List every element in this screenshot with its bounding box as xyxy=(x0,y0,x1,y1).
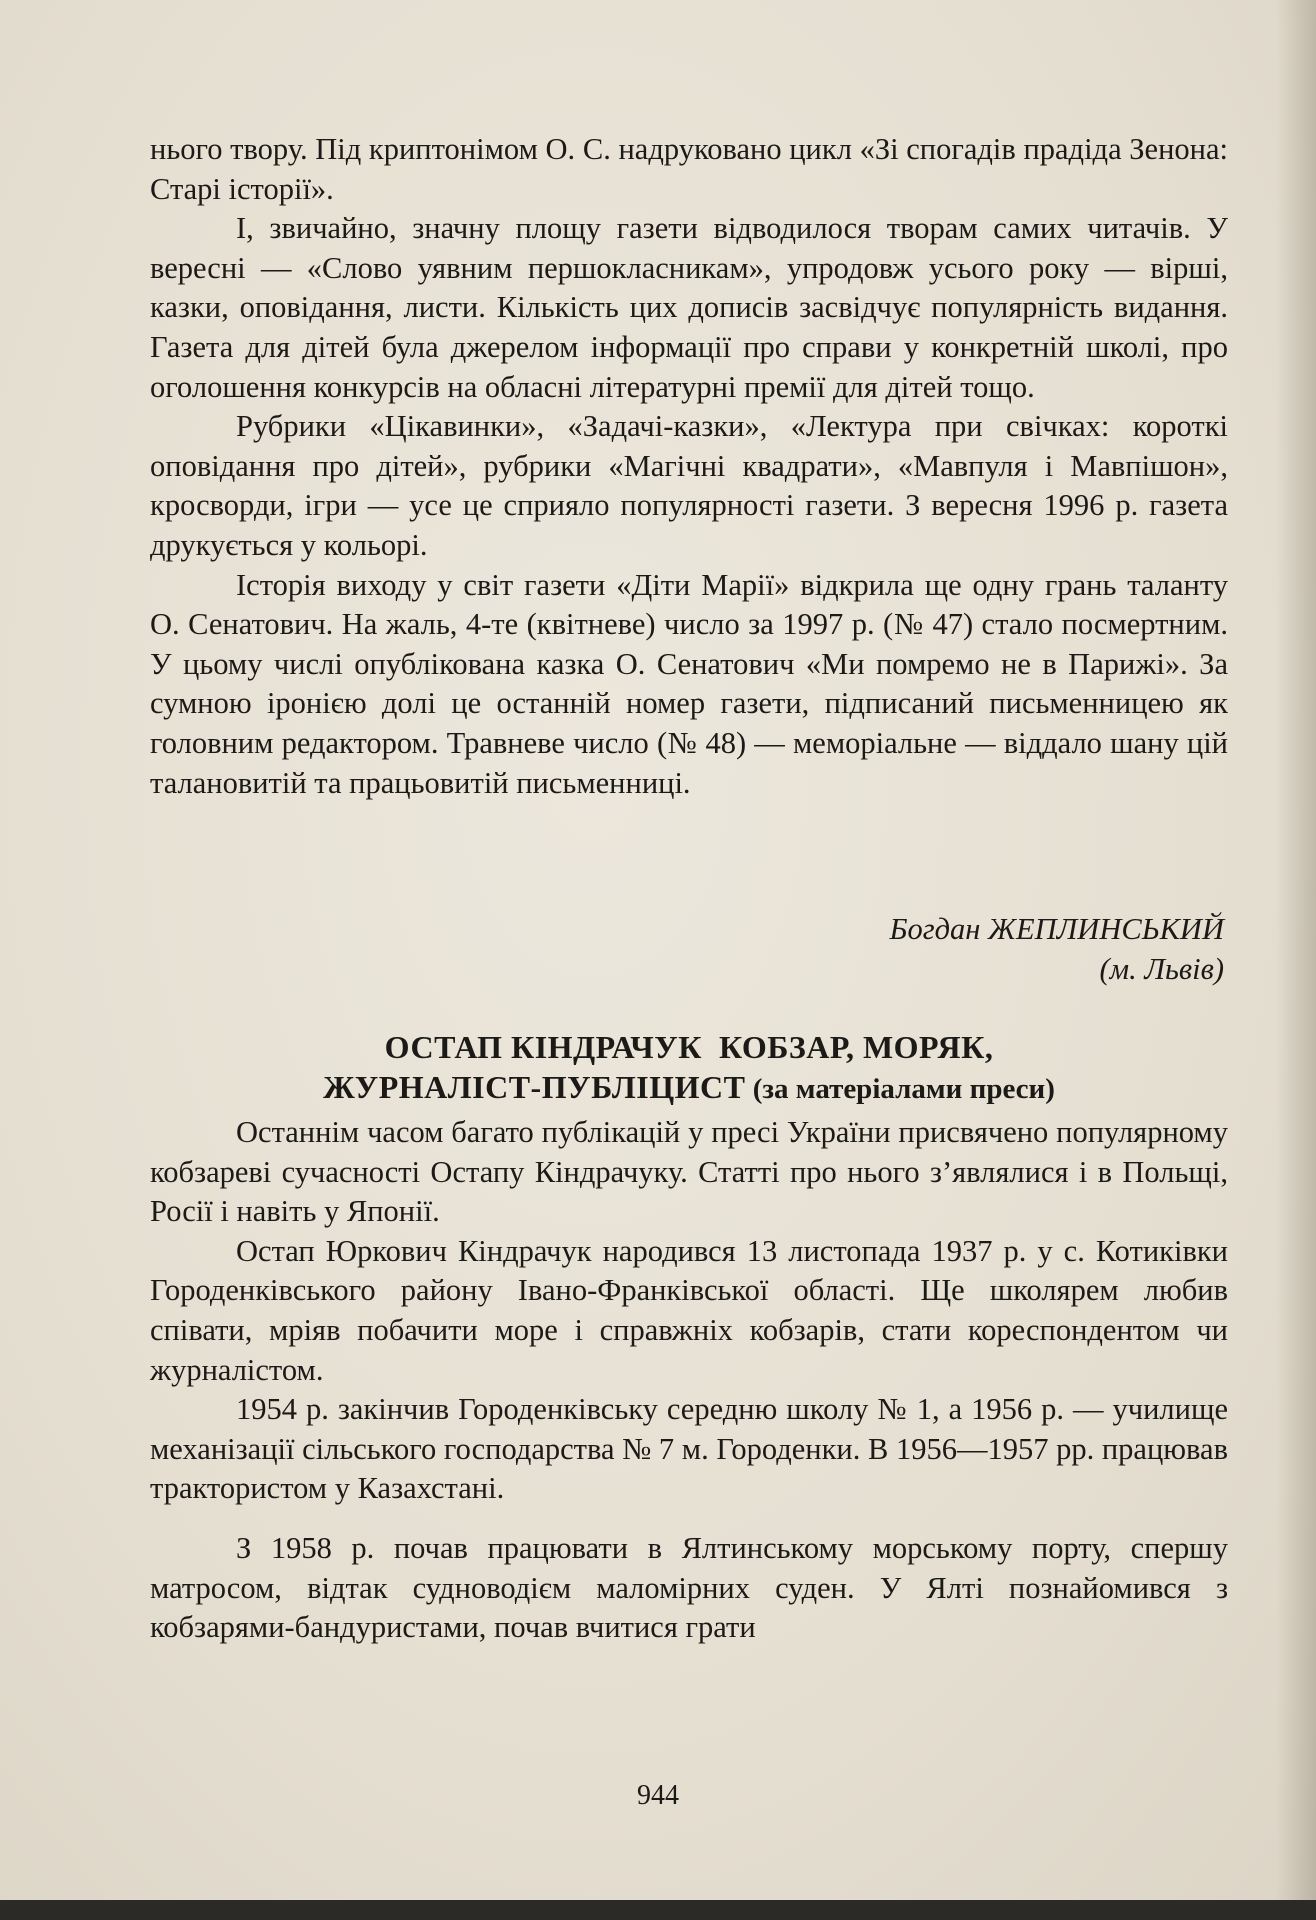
paragraph: Рубрики «Цікавинки», «Задачі-казки», «Лектура при свічках: короткі оповідання про дітей», рубрики «Магічні квадрати», «Мавпуля і Мавпішон», кросворди, ігри — усе це сприяло популярності газети. З вересня 1996 р. газета друкується у кольорі. xyxy=(150,409,1228,562)
paragraph: нього твору. Під криптонімом О. С. надруковано цикл «Зі спогадів прадіда Зенона: Старі історії». xyxy=(150,132,1228,206)
page-number: 944 xyxy=(637,1780,679,1811)
heading-line-2-subtitle: (за матеріалами преси) xyxy=(745,1073,1055,1106)
article-heading xyxy=(150,1027,1228,1109)
paragraph: 1954 р. закінчив Городенківську середню школу № 1, а 1956 р. — училище механізації сільського господарства № 7 м. Городенки. В 1956—1957 рр. працював трактористом у Казахстані. xyxy=(150,1392,1228,1506)
paragraph: Остап Юркович Кіндрачук народився 13 листопада 1937 р. у с. Котиківки Городенківського району Івано-Франківської області. Ще школярем любив співати, мріяв побачити море і справжніх кобзарів, стати кореспондентом чи журналістом. xyxy=(150,1233,1228,1387)
page-content xyxy=(150,130,1228,1648)
paragraph-spacer xyxy=(150,1509,1228,1529)
heading-line-2 xyxy=(150,1067,1228,1109)
paragraph: Останнім часом багато публікацій у пресі України присвячено популярному кобзареві сучасності Остапу Кіндрачуку. Статті про нього з’являлися і в Польщі, Росії і навіть у Японії. xyxy=(150,1115,1228,1229)
heading-line-2-title: ЖУРНАЛІСТ-ПУБЛІЦИСТ xyxy=(323,1069,746,1106)
signature-author: Богдан ЖЕПЛИНСЬКИЙ xyxy=(889,912,1224,947)
paragraph: І, звичайно, значну площу газети відводилося творам самих читачів. У вересні — «Слово уявним першокласникам», упродовж усього року — вірші, казки, оповідання, листи. Кількість цих дописів засвідчує популярність видання. Газета для дітей була джерелом інформації про справи у конкретній школі, про оголошення конкурсів на обласні літературні премії для дітей тощо. xyxy=(150,211,1228,404)
signature-place: (м. Львів) xyxy=(1099,952,1224,987)
paragraph: З 1958 р. почав працювати в Ялтинському морському порту, спершу матросом, відтак судноводієм маломірних суден. У Ялті познайомився з кобзарями-бандуристами, почав вчитися грати xyxy=(150,1531,1228,1645)
article-signature xyxy=(150,909,1228,989)
paragraph: Історія виходу у світ газети «Діти Марії» відкрила ще одну грань таланту О. Сенатович. На жаль, 4-те (квітневе) число за 1997 р. (№ 47) стало посмертним. У цьому числі опублікована казка О. Сенатович «Ми помремо не в Парижі». За сумною іронією долі це останній номер газети, підписаний письменницею як головним редактором. Травневе число (№ 48) — меморіальне — віддало шану цій талановитій та працьовитій письменниці. xyxy=(150,567,1228,800)
heading-line-1: ОСТАП КІНДРАЧУК КОБЗАР, МОРЯК, xyxy=(384,1029,994,1066)
